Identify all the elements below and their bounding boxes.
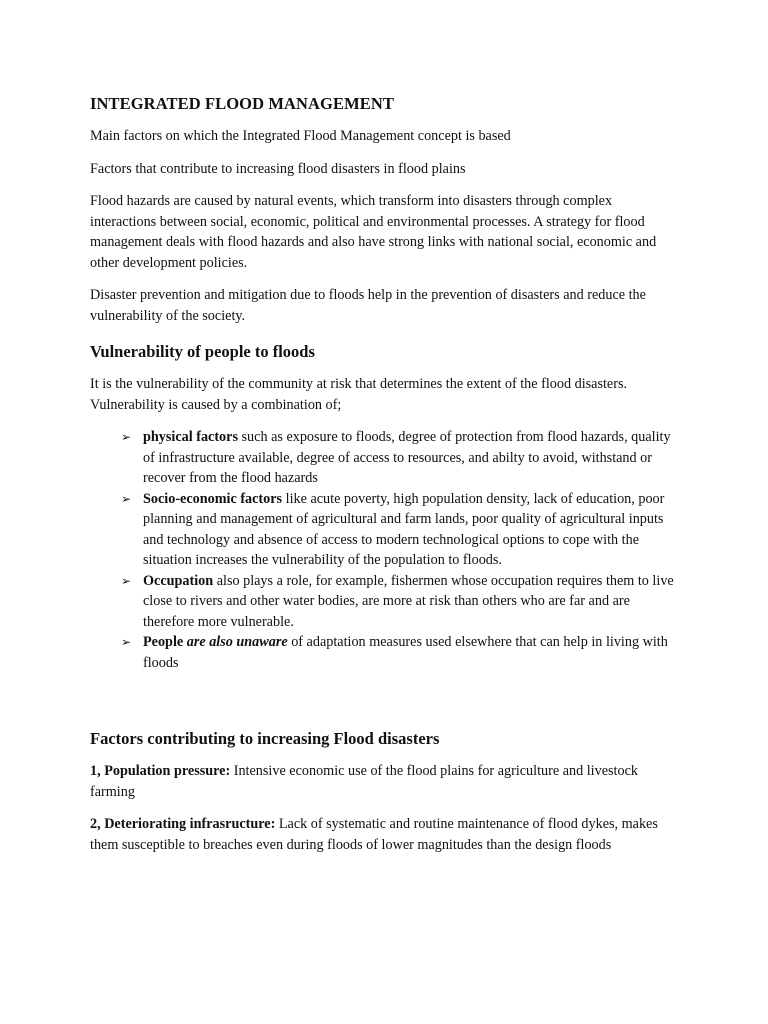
factor-item-text: Lack of systematic and routine maintenance of flood dykes, makes them susceptible to breaches even during floods of lower magnitudes than the design floods [90,816,658,853]
arrowhead-bullet-icon: ➢ [121,430,132,444]
factor-item-text: Intensive economic use of the flood plains for agriculture and livestock farming [90,763,638,800]
arrowhead-bullet-icon: ➢ [121,635,132,649]
intro-line-1: Main factors on which the Integrated Flood Management concept is based [90,128,511,144]
vulnerability-factor-list [90,427,678,673]
list-item-term: Socio-economic factors [143,490,283,507]
list-item [121,427,678,489]
list-item-term: People [143,634,184,650]
spacer [90,673,678,713]
paragraph-disaster-prevention: Disaster prevention and mitigation due to floods help in the prevention of disasters and reduce the vulnerability of the society. [90,287,646,324]
factor-item-infrastructure [90,814,678,855]
factor-item-term: 2, Deteriorating infrasructure: [90,816,276,832]
intro-line-2: Factors that contribute to increasing flood disasters in flood plains [90,160,466,177]
factor-item-term: 1, Population pressure: [90,763,231,779]
list-item-emphasis: are also unaware [183,634,288,650]
list-item [121,489,678,571]
section-heading-vulnerability: Vulnerability of people to floods [90,342,315,361]
list-item [121,571,678,633]
list-item-text: such as exposure to floods, degree of protection from flood hazards, quality of infrastructure available, degree of access to resources, and abilty to avoid, withstand or recover from the flood hazards [143,429,671,486]
list-item-term: Occupation [143,572,214,589]
list-item-text: like acute poverty, high population density, lack of education, poor planning and management of agricultural and farm lands, poor quality of agricultural inputs and technology and absence of access to modern technological options to cope with the situation increases the vulnerability of the population to floods. [143,490,665,568]
list-item [121,632,678,673]
paragraph-flood-hazards: Flood hazards are caused by natural events, which transform into disasters through complex interactions between social, economic, political and environmental processes. A strategy for flood management deals with flood hazards and also have strong links with national social, economic and other development policies. [90,193,657,271]
arrowhead-bullet-icon: ➢ [121,491,132,506]
arrowhead-bullet-icon: ➢ [121,573,132,588]
list-item-term: physical factors [143,429,238,445]
section-heading-factors: Factors contributing to increasing Flood disasters [90,729,440,748]
factor-item-population [90,761,678,802]
paragraph-vulnerability: It is the vulnerability of the community at risk that determines the extent of the flood disasters. Vulnerability is caused by a combination of; [90,376,628,413]
list-item-text: of adaptation measures used elsewhere that can help in living with floods [143,634,668,671]
document-title: INTEGRATED FLOOD MANAGEMENT [90,94,394,113]
list-item-text: also plays a role, for example, fishermen whose occupation requires them to live close to rivers and other water bodies, are more at risk than others who are far and are therefore more vulnerable. [143,572,674,630]
